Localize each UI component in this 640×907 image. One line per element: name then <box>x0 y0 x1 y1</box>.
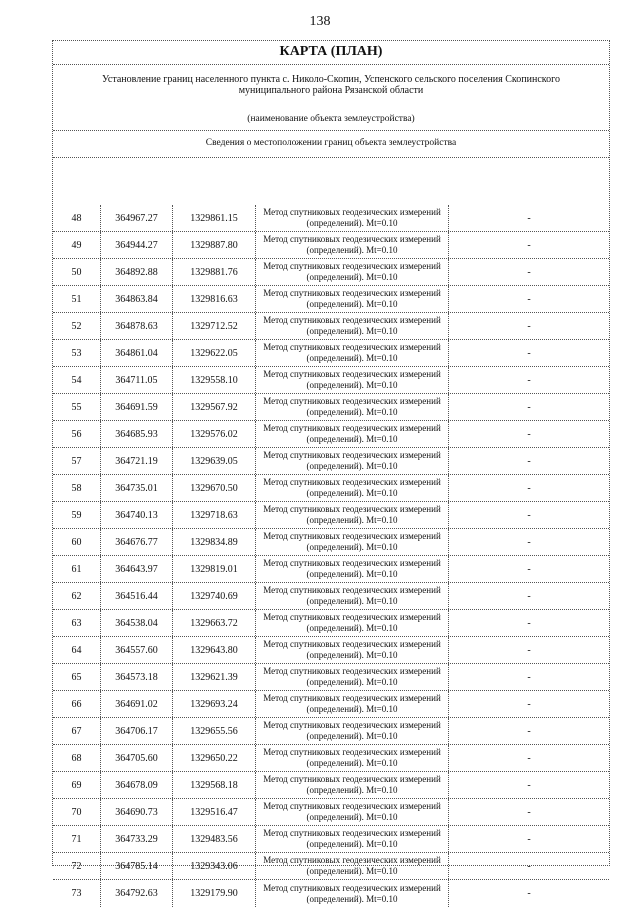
description-cell: - <box>527 509 531 521</box>
point-number-cell: 64 <box>53 637 101 663</box>
method-cell: Метод спутниковых геодезических измерений (определений). Mt=0.10 <box>256 502 449 528</box>
x-coordinate-cell: 364643.97 <box>101 556 173 582</box>
y-coordinate-cell: 1329819.01 <box>173 556 256 582</box>
table-row <box>53 286 609 313</box>
y-coordinate-cell: 1329483.56 <box>173 826 256 852</box>
object-name-label: (наименование объекта землеустройства) <box>53 101 609 131</box>
point-number-cell: 62 <box>53 583 101 609</box>
y-coordinate-cell: 1329516.47 <box>173 799 256 825</box>
point-number-cell: 68 <box>53 745 101 771</box>
table-row <box>53 637 609 664</box>
table-row <box>53 610 609 637</box>
y-coordinate-cell: 1329740.69 <box>173 583 256 609</box>
table-row <box>53 880 609 907</box>
table-row <box>53 259 609 286</box>
description-cell: - <box>527 428 531 440</box>
table-row <box>53 475 609 502</box>
description-cell: - <box>527 239 531 251</box>
x-coordinate-cell: 364878.63 <box>101 313 173 339</box>
y-coordinate-cell: 1329621.39 <box>173 664 256 690</box>
point-number-cell: 51 <box>53 286 101 312</box>
method-cell: Метод спутниковых геодезических измерений (определений). Mt=0.10 <box>256 826 449 852</box>
point-number-cell: 61 <box>53 556 101 582</box>
method-cell: Метод спутниковых геодезических измерений (определений). Mt=0.10 <box>256 232 449 258</box>
coordinates-table <box>53 205 609 907</box>
description-cell: - <box>527 212 531 224</box>
description-cell: - <box>527 536 531 548</box>
method-cell: Метод спутниковых геодезических измерений (определений). Mt=0.10 <box>256 664 449 690</box>
table-row <box>53 340 609 367</box>
y-coordinate-cell: 1329663.72 <box>173 610 256 636</box>
x-coordinate-cell: 364740.13 <box>101 502 173 528</box>
table-row <box>53 367 609 394</box>
page-number: 138 <box>309 14 331 29</box>
y-coordinate-cell: 1329816.63 <box>173 286 256 312</box>
y-coordinate-cell: 1329655.56 <box>173 718 256 744</box>
table-row <box>53 394 609 421</box>
y-coordinate-cell: 1329887.80 <box>173 232 256 258</box>
method-cell: Метод спутниковых геодезических измерений (определений). Mt=0.10 <box>256 799 449 825</box>
description-cell: - <box>527 590 531 602</box>
point-number-cell: 52 <box>53 313 101 339</box>
x-coordinate-cell: 364785.14 <box>101 853 173 879</box>
x-coordinate-cell: 364861.04 <box>101 340 173 366</box>
description-cell: - <box>527 671 531 683</box>
x-coordinate-cell: 364676.77 <box>101 529 173 555</box>
document-title: КАРТА (ПЛАН) <box>53 41 609 65</box>
y-coordinate-cell: 1329639.05 <box>173 448 256 474</box>
x-coordinate-cell: 364678.09 <box>101 772 173 798</box>
y-coordinate-cell: 1329568.18 <box>173 772 256 798</box>
description-cell: - <box>527 698 531 710</box>
x-coordinate-cell: 364516.44 <box>101 583 173 609</box>
point-number-cell: 59 <box>53 502 101 528</box>
method-cell: Метод спутниковых геодезических измерений (определений). Mt=0.10 <box>256 205 449 231</box>
point-number-cell: 67 <box>53 718 101 744</box>
table-row <box>53 421 609 448</box>
description-cell: - <box>527 347 531 359</box>
point-number-cell: 66 <box>53 691 101 717</box>
table-row <box>53 772 609 799</box>
table-row <box>53 799 609 826</box>
description-cell: - <box>527 455 531 467</box>
y-coordinate-cell: 1329650.22 <box>173 745 256 771</box>
method-cell: Метод спутниковых геодезических измерений (определений). Mt=0.10 <box>256 529 449 555</box>
table-row <box>53 502 609 529</box>
point-number-cell: 72 <box>53 853 101 879</box>
x-coordinate-cell: 364721.19 <box>101 448 173 474</box>
x-coordinate-cell: 364863.84 <box>101 286 173 312</box>
method-cell: Метод спутниковых геодезических измерений (определений). Mt=0.10 <box>256 772 449 798</box>
point-number-cell: 50 <box>53 259 101 285</box>
y-coordinate-cell: 1329693.24 <box>173 691 256 717</box>
x-coordinate-cell: 364705.60 <box>101 745 173 771</box>
description-cell: - <box>527 752 531 764</box>
y-coordinate-cell: 1329576.02 <box>173 421 256 447</box>
x-coordinate-cell: 364573.18 <box>101 664 173 690</box>
description-cell: - <box>527 320 531 332</box>
x-coordinate-cell: 364792.63 <box>101 880 173 907</box>
method-cell: Метод спутниковых геодезических измерений (определений). Mt=0.10 <box>256 745 449 771</box>
table-row <box>53 745 609 772</box>
y-coordinate-cell: 1329179.90 <box>173 880 256 907</box>
method-cell: Метод спутниковых геодезических измерений (определений). Mt=0.10 <box>256 610 449 636</box>
point-number-cell: 73 <box>53 880 101 907</box>
description-cell: - <box>527 888 531 899</box>
document-frame <box>52 40 610 904</box>
point-number-cell: 60 <box>53 529 101 555</box>
x-coordinate-cell: 364690.73 <box>101 799 173 825</box>
method-cell: Метод спутниковых геодезических измерений (определений). Mt=0.10 <box>256 583 449 609</box>
section-title: Сведения о местоположении границ объекта землеустройства <box>53 131 609 158</box>
y-coordinate-cell: 1329712.52 <box>173 313 256 339</box>
point-number-cell: 71 <box>53 826 101 852</box>
x-coordinate-cell: 364967.27 <box>101 205 173 231</box>
point-number-cell: 49 <box>53 232 101 258</box>
description-cell: - <box>527 293 531 305</box>
table-row <box>53 556 609 583</box>
x-coordinate-cell: 364944.27 <box>101 232 173 258</box>
description-cell: - <box>527 374 531 386</box>
y-coordinate-cell: 1329558.10 <box>173 367 256 393</box>
description-cell: - <box>527 833 531 845</box>
table-row <box>53 529 609 556</box>
y-coordinate-cell: 1329881.76 <box>173 259 256 285</box>
description-cell: - <box>527 779 531 791</box>
method-cell: Метод спутниковых геодезических измерений (определений). Mt=0.10 <box>256 367 449 393</box>
point-number-cell: 55 <box>53 394 101 420</box>
y-coordinate-cell: 1329567.92 <box>173 394 256 420</box>
x-coordinate-cell: 364691.02 <box>101 691 173 717</box>
description-cell: - <box>527 617 531 629</box>
table-row <box>53 853 609 880</box>
x-coordinate-cell: 364892.88 <box>101 259 173 285</box>
method-cell: Метод спутниковых геодезических измерений (определений). Mt=0.10 <box>256 286 449 312</box>
method-cell: Метод спутниковых геодезических измерений (определений). Mt=0.10 <box>256 718 449 744</box>
method-cell: Метод спутниковых геодезических измерений (определений). Mt=0.10 <box>256 880 449 907</box>
method-cell: Метод спутниковых геодезических измерений (определений). Mt=0.10 <box>256 313 449 339</box>
method-cell: Метод спутниковых геодезических измерений (определений). Mt=0.10 <box>256 475 449 501</box>
point-number-cell: 69 <box>53 772 101 798</box>
x-coordinate-cell: 364735.01 <box>101 475 173 501</box>
method-cell: Метод спутниковых геодезических измерений (определений). Mt=0.10 <box>256 556 449 582</box>
description-cell: - <box>527 725 531 737</box>
y-coordinate-cell: 1329861.15 <box>173 205 256 231</box>
table-row <box>53 205 609 232</box>
point-number-cell: 56 <box>53 421 101 447</box>
table-row <box>53 718 609 745</box>
description-cell: - <box>527 401 531 413</box>
method-cell: Метод спутниковых геодезических измерений (определений). Mt=0.10 <box>256 421 449 447</box>
x-coordinate-cell: 364557.60 <box>101 637 173 663</box>
table-row <box>53 232 609 259</box>
table-row <box>53 826 609 853</box>
x-coordinate-cell: 364711.05 <box>101 367 173 393</box>
y-coordinate-cell: 1329643.80 <box>173 637 256 663</box>
method-cell: Метод спутниковых геодезических измерений (определений). Mt=0.10 <box>256 691 449 717</box>
y-coordinate-cell: 1329670.50 <box>173 475 256 501</box>
description-cell: - <box>527 563 531 575</box>
method-cell: Метод спутниковых геодезических измерений (определений). Mt=0.10 <box>256 259 449 285</box>
y-coordinate-cell: 1329834.89 <box>173 529 256 555</box>
point-number-cell: 65 <box>53 664 101 690</box>
point-number-cell: 53 <box>53 340 101 366</box>
table-row <box>53 664 609 691</box>
description-cell: - <box>527 266 531 278</box>
table-row <box>53 691 609 718</box>
table-row <box>53 583 609 610</box>
x-coordinate-cell: 364706.17 <box>101 718 173 744</box>
method-cell: Метод спутниковых геодезических измерений (определений). Mt=0.10 <box>256 340 449 366</box>
y-coordinate-cell: 1329718.63 <box>173 502 256 528</box>
table-row <box>53 448 609 475</box>
x-coordinate-cell: 364733.29 <box>101 826 173 852</box>
x-coordinate-cell: 364685.93 <box>101 421 173 447</box>
point-number-cell: 57 <box>53 448 101 474</box>
y-coordinate-cell: 1329622.05 <box>173 340 256 366</box>
table-row <box>53 313 609 340</box>
method-cell: Метод спутниковых геодезических измерений (определений). Mt=0.10 <box>256 853 449 879</box>
x-coordinate-cell: 364691.59 <box>101 394 173 420</box>
description-cell: - <box>527 482 531 494</box>
point-number-cell: 63 <box>53 610 101 636</box>
description-cell: - <box>527 806 531 818</box>
point-number-cell: 54 <box>53 367 101 393</box>
x-coordinate-cell: 364538.04 <box>101 610 173 636</box>
point-number-cell: 48 <box>53 205 101 231</box>
description-cell: - <box>527 644 531 656</box>
method-cell: Метод спутниковых геодезических измерений (определений). Mt=0.10 <box>256 637 449 663</box>
point-number-cell: 58 <box>53 475 101 501</box>
description-cell: - <box>527 860 531 872</box>
method-cell: Метод спутниковых геодезических измерений (определений). Mt=0.10 <box>256 448 449 474</box>
method-cell: Метод спутниковых геодезических измерений (определений). Mt=0.10 <box>256 394 449 420</box>
point-number-cell: 70 <box>53 799 101 825</box>
y-coordinate-cell: 1329343.06 <box>173 853 256 879</box>
purpose-text: Установление границ населенного пункта с. Николо-Скопин, Успенского сельского поселения Скопинского муниципального района Рязанской области <box>102 74 560 96</box>
